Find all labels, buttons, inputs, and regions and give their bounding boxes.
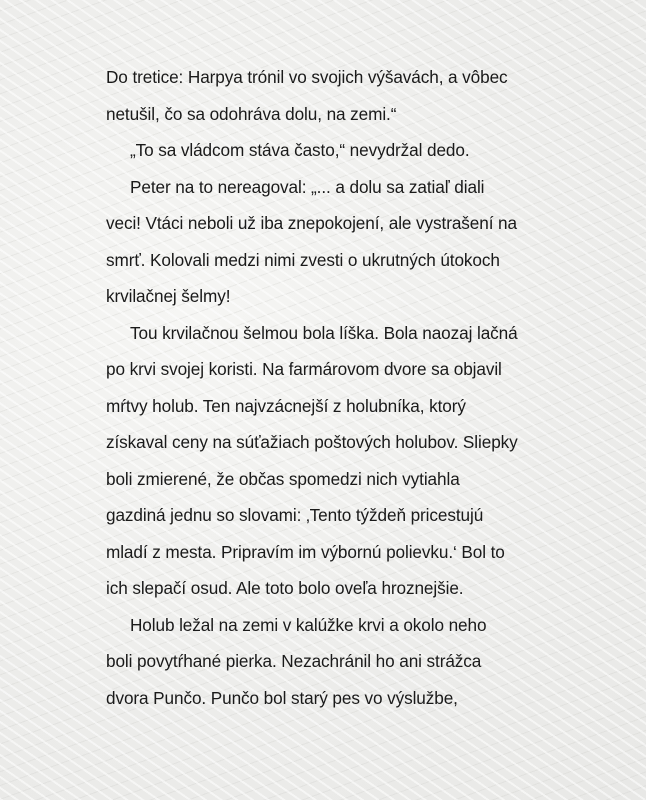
text-line-6: smrť. Kolovali medzi nimi zvesti o ukrutných útokoch — [106, 249, 500, 270]
text-line-16: Holub ležal na zemi v kalúžke krvi a okolo neho — [130, 614, 487, 635]
text-line-11: získaval ceny na súťažiach poštových holubov. Sliepky — [106, 432, 518, 452]
text-line-1: Do tretice: Harpya trónil vo svojich výšavách, a vôbec — [106, 67, 508, 87]
text-line-18: dvora Punčo. Punčo bol starý pes vo výslužbe, — [106, 687, 458, 708]
body-text — [106, 59, 576, 716]
text-line-5: veci! Vtáci neboli už iba znepokojení, ale vystrašení na — [106, 213, 517, 233]
text-line-2: netušil, čo sa odohráva dolu, na zemi.“ — [106, 103, 397, 124]
text-line-9: po krvi svojej koristi. Na farmárovom dvore sa objavil — [106, 359, 502, 379]
text-line-8: Tou krvilačnou šelmou bola líška. Bola naozaj lačná — [130, 322, 518, 343]
text-line-7: krvilačnej šelmy! — [106, 286, 231, 306]
text-line-13: gazdiná jednu so slovami: ‚Tento týždeň pricestujú — [106, 505, 484, 525]
text-line-14: mladí z mesta. Pripravím im výbornú polievku.‘ Bol to — [106, 541, 505, 562]
text-line-15: ich slepačí osud. Ale toto bolo oveľa hroznejšie. — [106, 578, 464, 598]
text-line-10: mŕtvy holub. Ten najvzácnejší z holubníka, ktorý — [106, 395, 466, 416]
text-line-3: „To sa vládcom stáva často,“ nevydržal dedo. — [130, 140, 470, 160]
text-line-4: Peter na to nereagoval: „... a dolu sa zatiaľ diali — [130, 176, 485, 197]
text-line-17: boli povytŕhané pierka. Nezachránil ho ani strážca — [106, 651, 482, 671]
text-line-12: boli zmierené, že občas spomedzi nich vytiahla — [106, 468, 460, 489]
